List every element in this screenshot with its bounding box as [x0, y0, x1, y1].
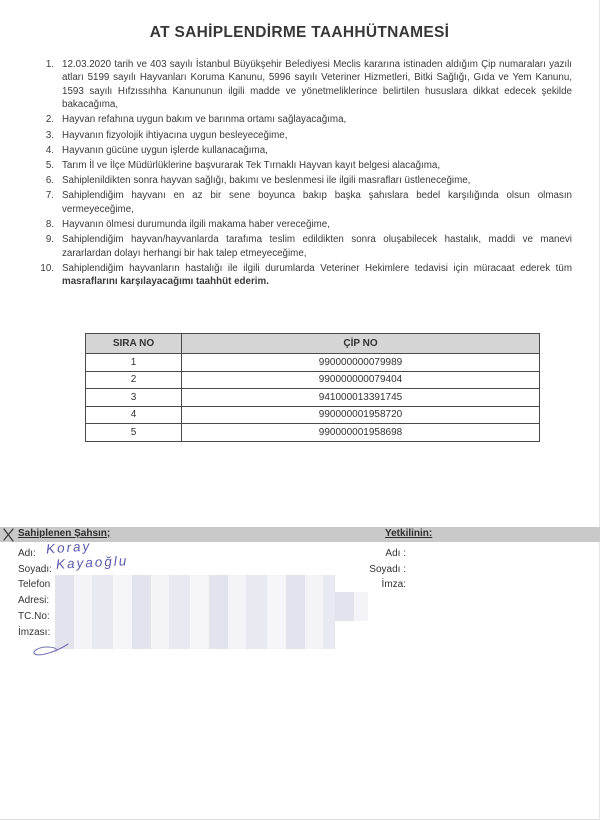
item-number: 5.	[45, 160, 54, 172]
item-number: 1.	[45, 59, 54, 70]
cip-no-cell: 990000000079989	[182, 354, 540, 372]
item-text: Hayvanın fizyolojik ihtiyacına uygun besleyeceğime,	[62, 129, 288, 141]
chip-table	[85, 333, 540, 442]
owner-fields	[18, 546, 52, 640]
table-row	[86, 354, 540, 372]
official-surname-label: Soyadı :	[369, 563, 406, 575]
owner-address-label: Adresi:	[18, 595, 50, 607]
cip-no-cell: 990000001958720	[182, 406, 540, 424]
item-number: 10.	[40, 262, 54, 274]
commitments-list	[36, 58, 572, 290]
sira-no-cell: 5	[86, 424, 182, 442]
item-text: Hayvan refahına uygun bakım ve barınma ortamı sağlayacağıma,	[62, 114, 347, 126]
item-number: 4.	[45, 144, 54, 156]
item-number: 3.	[45, 129, 54, 141]
official-signature-label: İmza:	[381, 579, 406, 591]
handwritten-x-mark	[2, 526, 16, 543]
official-fields	[336, 546, 406, 593]
chip-table-header-row	[86, 334, 540, 354]
commitment-item	[36, 189, 572, 216]
official-name-label: Adı :	[385, 548, 406, 559]
column-header-cip-no: ÇİP NO	[182, 334, 540, 354]
table-row	[86, 424, 540, 442]
item-text: Sahiplenildikten sonra hayvan sağlığı, bakımı ve beslenmesi ile ilgili masrafları üstleneceğime,	[62, 175, 471, 187]
signature-pen-stroke	[30, 639, 72, 661]
commitment-item	[36, 174, 572, 187]
sira-no-cell: 3	[86, 389, 182, 407]
item-text: Hayvanın gücüne uygun işlerde kullanacağıma,	[62, 144, 268, 156]
item-text: Tarım İl ve İlçe Müdürlüklerine başvurarak Tek Tırnaklı Hayvan kayıt belgesi alacağıma,	[62, 160, 441, 172]
cip-no-cell: 941000013391745	[182, 389, 540, 407]
table-row	[86, 406, 540, 424]
page-title: AT SAHİPLENDİRME TAAHHÜTNAMESİ	[149, 24, 450, 41]
commitment-item	[36, 129, 572, 142]
sira-no-cell: 4	[86, 406, 182, 424]
item-text: Sahiplendiğim hayvanların hastalığı ile ilgili durumlarda Veteriner Hekimlere tedavisi için müracaat ederek tüm masraflarını karşılayacağımı taahhüt ederim.	[62, 262, 572, 288]
item-number: 2.	[45, 114, 54, 126]
item-number: 9.	[45, 234, 54, 246]
owner-tc-label: TC.No:	[18, 610, 50, 622]
commitment-item	[36, 233, 572, 260]
item-text: 12.03.2020 tarih ve 403 sayılı İstanbul Büyükşehir Belediyesi Meclis kararına istinaden aldığım Çip numaraları yazılı atları 5199 sayılı Hayvanları Koruma Kanunu, 5996 sayılı Veteriner Hizmetleri, Bitki Sağlığı, Gıda ve Yem Kanunu, 1593 sayılı Hıfzıssıhha Kanununun ilgili madde ve yönetmeliklerince belirtilen hususlara dikkat edecek şekilde bakacağıma,	[62, 59, 572, 111]
cip-no-cell: 990000000079404	[182, 371, 540, 389]
sira-no-cell: 2	[86, 371, 182, 389]
owner-phone-label: Telefon	[18, 579, 51, 591]
owner-name-label: Adı:	[18, 548, 36, 559]
item-text: Sahiplendiğim hayvan/hayvanlarda tarafıma teslim edildikten sonra oluşabilecek hastalık, maddi ve manevi zararlardan dolayı herhangi bir hak talep etmeyeceğime,	[62, 234, 572, 259]
sira-no-cell: 1	[86, 354, 182, 372]
item-text: Hayvanın ölmesi durumunda ilgili makama haber vereceğime,	[62, 219, 330, 231]
table-row	[86, 389, 540, 407]
item-number: 6.	[45, 175, 54, 187]
cip-no-cell: 990000001958698	[182, 424, 540, 442]
owner-signature-label: İmzası:	[18, 626, 51, 638]
redaction-blur-main	[55, 575, 335, 649]
official-section-heading: Yetkilinin:	[385, 528, 433, 539]
item-text: Sahiplendiğim hayvanı en az bir sene boyunca bakıp başka şahıslara bedel karşılığında olsun olmasın vermeyeceğime,	[62, 190, 572, 215]
redaction-blur-right	[335, 592, 368, 621]
handwritten-owner-surname: Kayaoğlu	[55, 553, 129, 572]
commitment-item	[36, 262, 572, 289]
chip-table-body	[86, 354, 540, 442]
owner-surname-label: Soyadı:	[18, 563, 52, 575]
commitment-item	[36, 159, 572, 172]
item-number: 8.	[45, 219, 54, 231]
commitment-item	[36, 144, 572, 157]
column-header-sira-no: SIRA NO	[86, 334, 182, 354]
commitment-item	[36, 58, 572, 112]
commitment-item	[36, 113, 572, 126]
table-row	[86, 371, 540, 389]
item-text-bold: masraflarını karşılayacağımı taahhüt ederim.	[62, 276, 269, 288]
owner-section-heading: Sahiplenen Şahsın;	[18, 528, 111, 539]
item-number: 7.	[45, 190, 54, 202]
handwritten-owner-name: Koray	[45, 538, 92, 557]
commitment-item	[36, 218, 572, 231]
